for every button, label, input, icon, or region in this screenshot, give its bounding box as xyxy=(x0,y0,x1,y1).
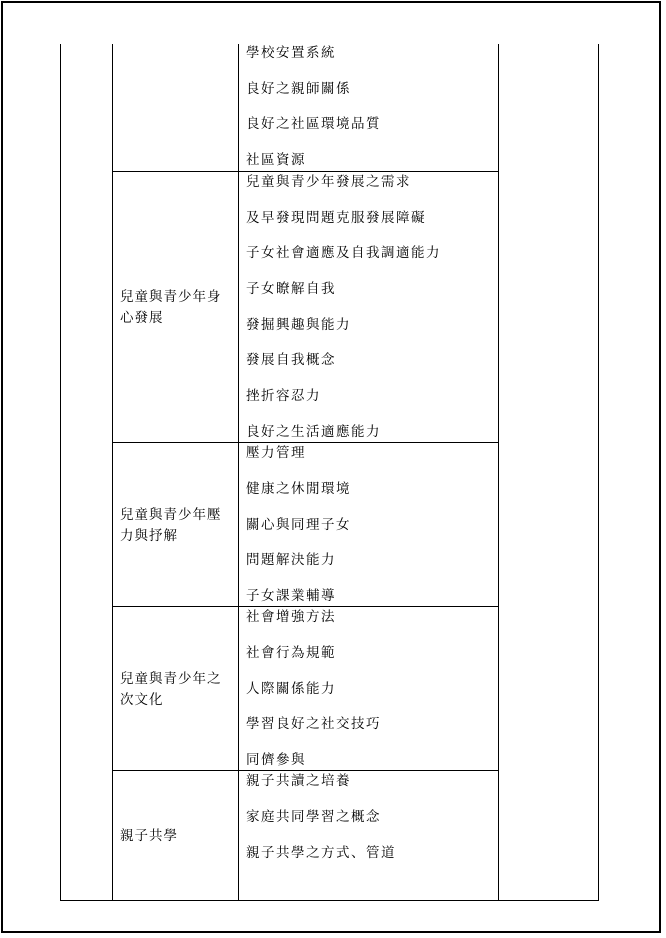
items-column-left-border xyxy=(238,44,239,901)
list-item: 發掘興趣與能力 xyxy=(246,317,351,333)
row-divider xyxy=(112,770,499,771)
category-label: 親子共學 xyxy=(120,828,178,844)
list-item: 學校安置系統 xyxy=(246,45,336,61)
list-item: 壓力管理 xyxy=(246,445,306,461)
list-item: 發展自我概念 xyxy=(246,352,336,368)
list-item: 人際關係能力 xyxy=(246,681,336,697)
list-item: 關心與同理子女 xyxy=(246,517,351,533)
table-bottom-border xyxy=(60,900,599,901)
row-divider xyxy=(112,606,499,607)
table-left-border xyxy=(60,44,61,901)
list-item: 良好之生活適應能力 xyxy=(246,424,381,440)
list-item: 同儕參與 xyxy=(246,752,306,768)
list-item: 社會行為規範 xyxy=(246,645,336,661)
category-label: 兒童與青少年壓力與抒解 xyxy=(120,507,222,544)
list-item: 及早發現問題克服發展障礙 xyxy=(246,210,426,226)
list-item: 挫折容忍力 xyxy=(246,388,321,404)
category-label: 兒童與青少年身心發展 xyxy=(120,289,222,326)
list-item: 學習良好之社交技巧 xyxy=(246,716,381,732)
list-item: 兒童與青少年發展之需求 xyxy=(246,174,411,190)
row-divider xyxy=(112,442,499,443)
list-item: 社區資源 xyxy=(246,152,306,168)
category-column-left-border xyxy=(112,44,113,901)
table-right-border xyxy=(598,44,599,901)
category-label: 兒童與青少年之次文化 xyxy=(120,671,222,708)
list-item: 子女瞭解自我 xyxy=(246,281,336,297)
row-divider xyxy=(112,171,499,172)
list-item: 健康之休閒環境 xyxy=(246,481,351,497)
list-item: 親子共學之方式、管道 xyxy=(246,845,396,861)
list-item: 良好之社區環境品質 xyxy=(246,116,381,132)
list-item: 家庭共同學習之概念 xyxy=(246,809,381,825)
page-frame xyxy=(1,1,661,933)
list-item: 社會增強方法 xyxy=(246,609,336,625)
list-item: 問題解決能力 xyxy=(246,552,336,568)
list-item: 良好之親師關係 xyxy=(246,81,351,97)
items-column-right-border xyxy=(498,44,499,901)
list-item: 子女課業輔導 xyxy=(246,588,336,604)
list-item: 親子共讀之培養 xyxy=(246,773,351,789)
list-item: 子女社會適應及自我調適能力 xyxy=(246,245,441,261)
